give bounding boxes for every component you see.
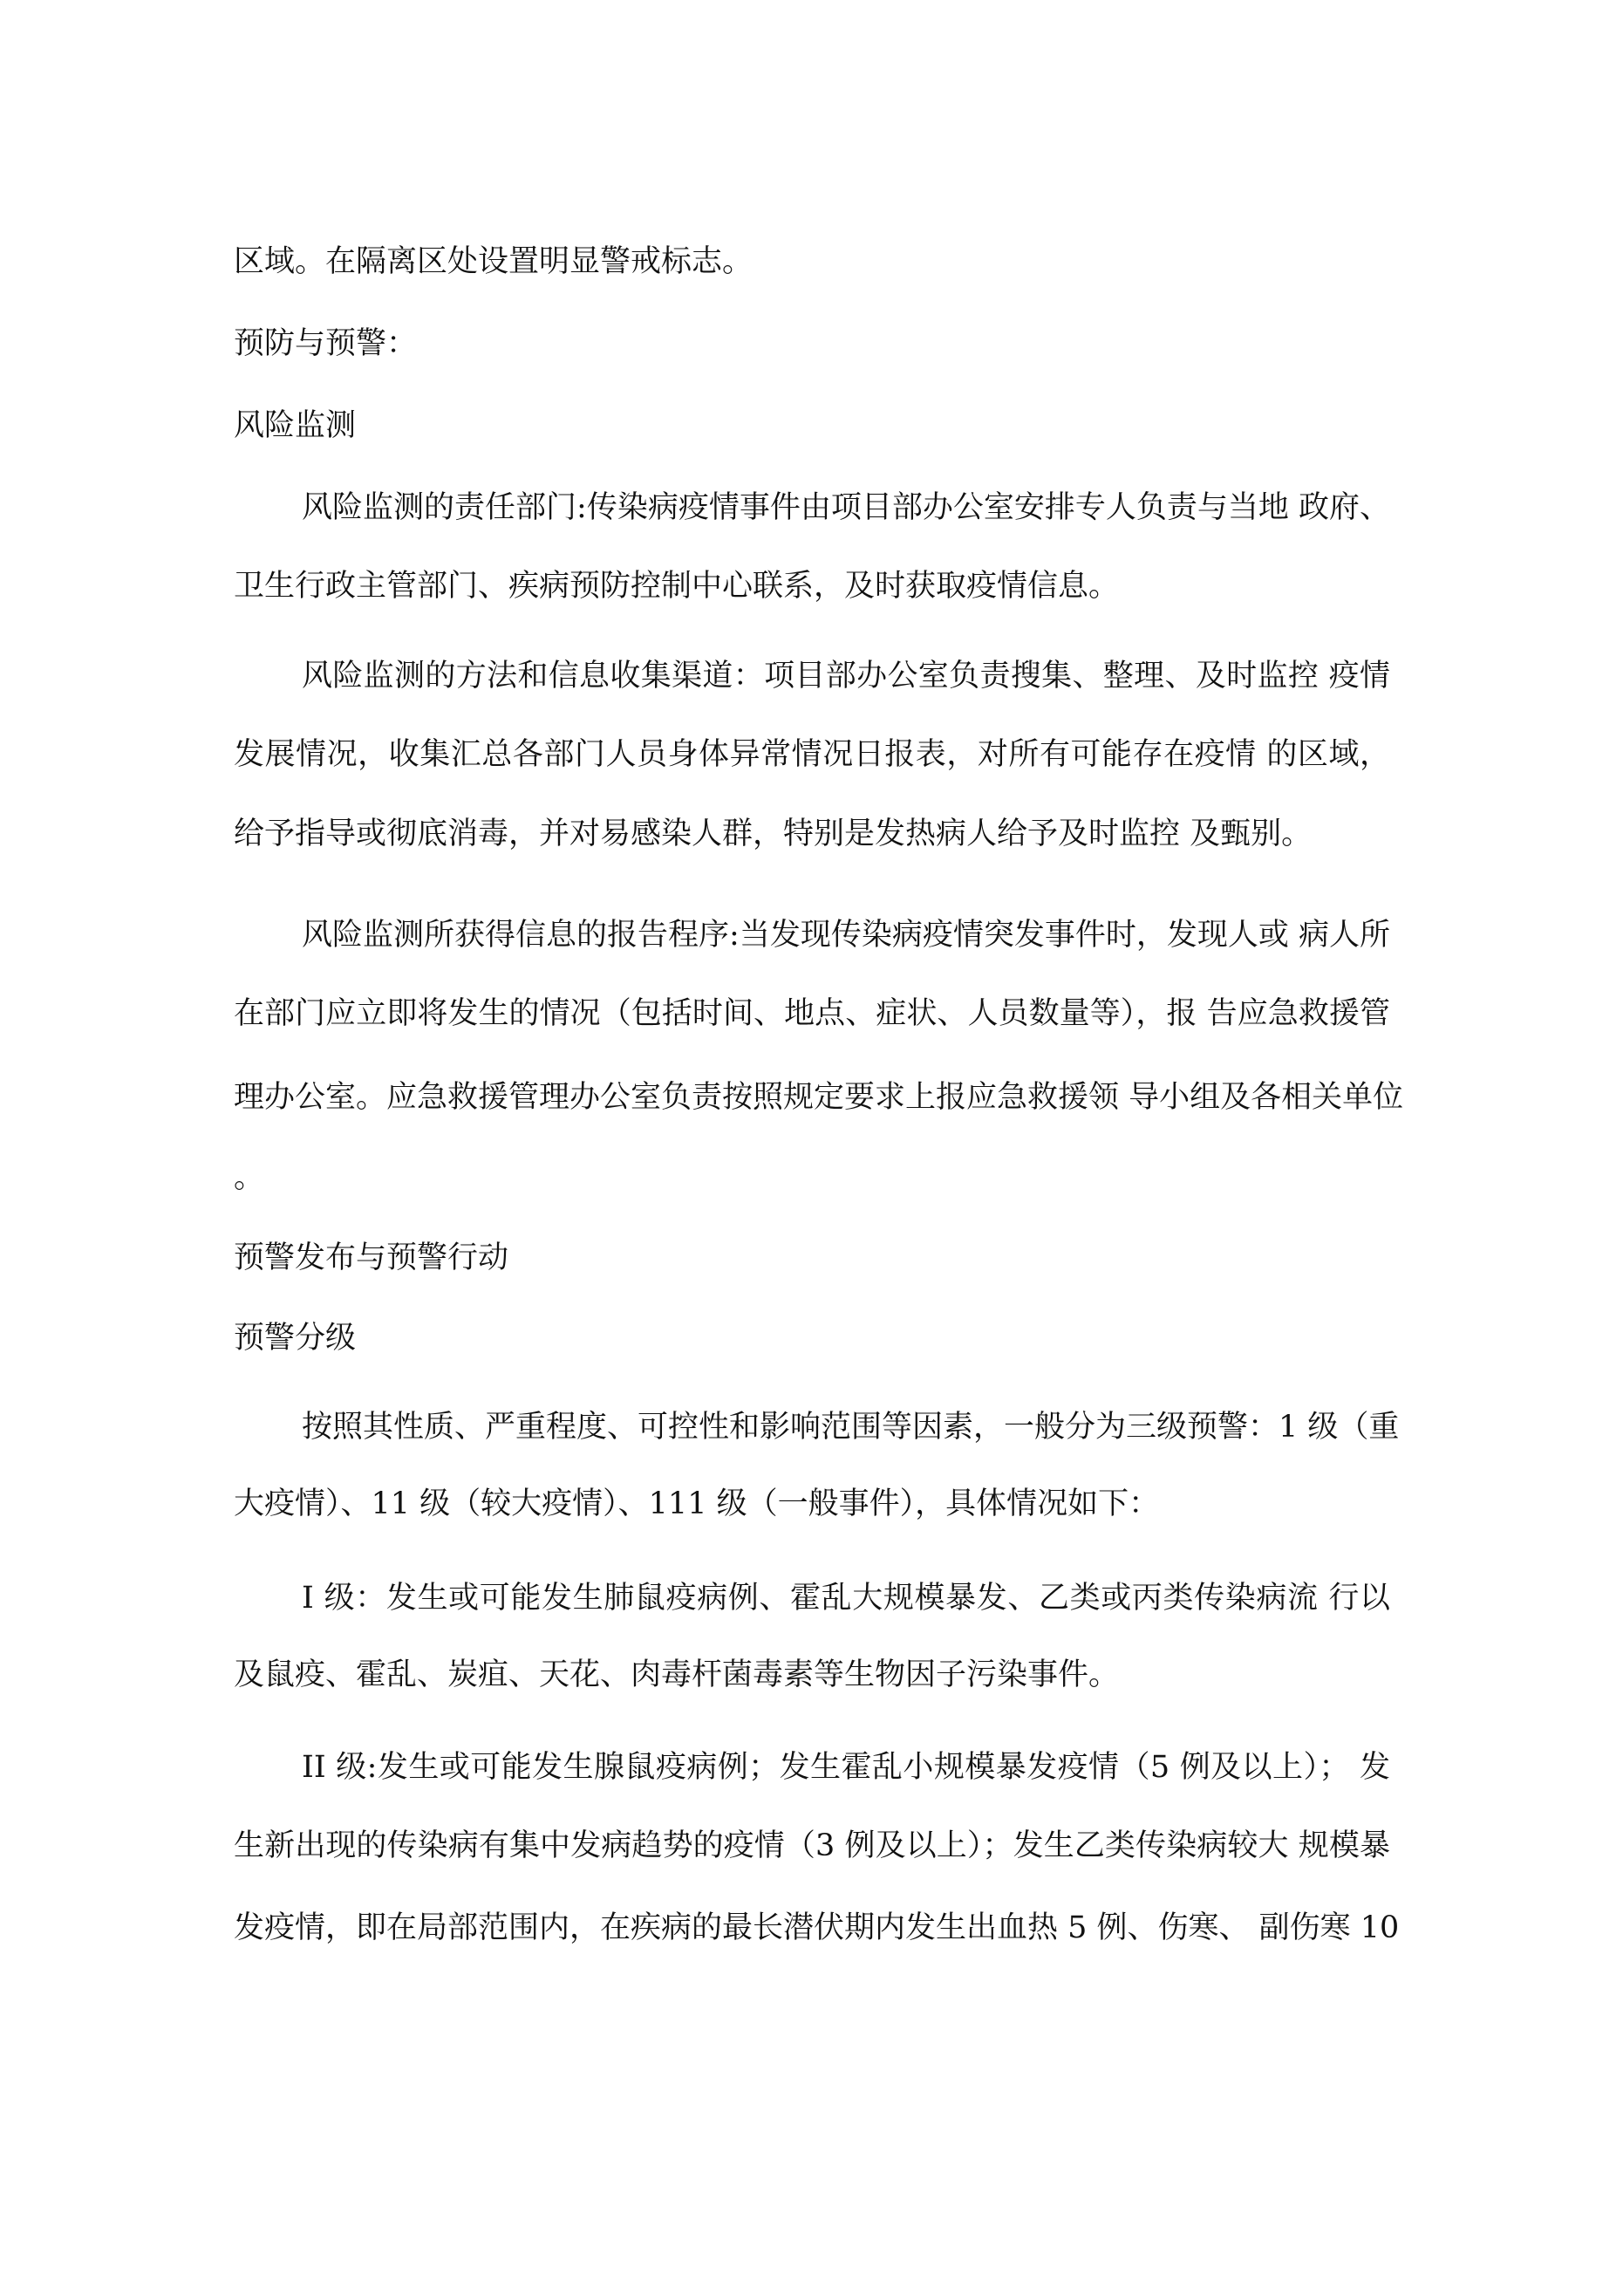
text-line: 按照其性质、严重程度、可控性和影响范围等因素，一般分为三级预警：1 级（重 xyxy=(302,1410,1400,1445)
text-line: 风险监测的方法和信息收集渠道：项目部办公室负责搜集、整理、及时监控 疫情 xyxy=(302,659,1390,694)
section-heading: 风险监测 xyxy=(234,408,357,443)
text-line: 。 xyxy=(234,1160,265,1195)
text-line: 风险监测的责任部门:传染病疫情事件由项目部办公室安排专人负责与当地 政府、 xyxy=(302,490,1390,525)
section-heading: 预警发布与预警行动 xyxy=(234,1240,509,1275)
text-line: II 级:发生或可能发生腺鼠疫病例；发生霍乱小规模暴发疫情（5 例及以上）； 发 xyxy=(302,1750,1390,1785)
text-line: 发疫情，即在局部范围内，在疾病的最长潜伏期内发生出血热 5 例、伤寒、 副伤寒 10 xyxy=(234,1910,1400,1945)
text-line: 发展情况，收集汇总各部门人员身体异常情况日报表，对所有可能存在疫情 的区域， xyxy=(234,737,1390,772)
text-line: 及鼠疫、霍乱、炭疽、天花、肉毒杆菌毒素等生物因子污染事件。 xyxy=(234,1657,1120,1692)
section-heading: 预防与预警： xyxy=(234,326,418,361)
text-line: 大疫情）、11 级（较大疫情）、111 级（一般事件），具体情况如下： xyxy=(234,1486,1160,1521)
text-line: 卫生行政主管部门、疾病预防控制中心联系，及时获取疫情信息。 xyxy=(234,569,1120,604)
section-heading: 预警分级 xyxy=(234,1321,357,1356)
text-line: 给予指导或彻底消毒，并对易感染人群，特别是发热病人给予及时监控 及甄别。 xyxy=(234,817,1313,851)
text-line: 在部门应立即将发生的情况（包括时间、地点、症状、人员数量等），报 告应急救援管 xyxy=(234,996,1390,1031)
text-line: 生新出现的传染病有集中发病趋势的疫情（3 例及以上）；发生乙类传染病较大 规模暴 xyxy=(234,1828,1390,1863)
text-line: 风险监测所获得信息的报告程序:当发现传染病疫情突发事件时，发现人或 病人所 xyxy=(302,918,1390,953)
text-line: 理办公室。应急救援管理办公室负责按照规定要求上报应急救援领 导小组及各相关单位 xyxy=(234,1080,1404,1115)
text-line: 区域。在隔离区处设置明显警戒标志。 xyxy=(234,244,754,279)
text-line: I 级：发生或可能发生肺鼠疫病例、霍乱大规模暴发、乙类或丙类传染病流 行以 xyxy=(302,1581,1390,1616)
